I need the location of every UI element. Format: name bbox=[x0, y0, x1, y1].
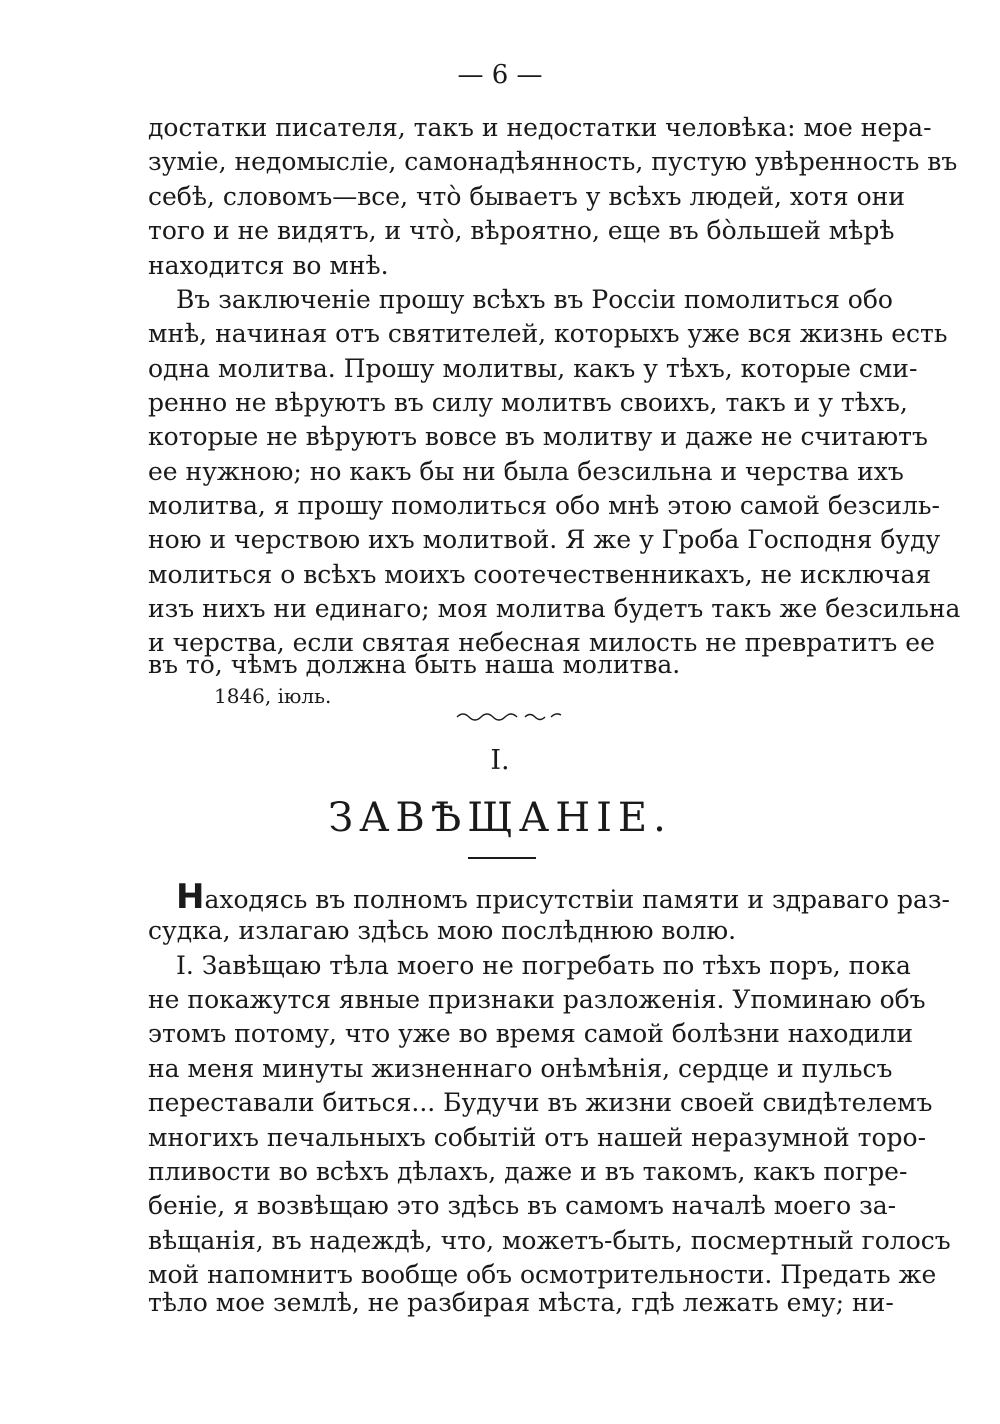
text-line: на меня минуты жизненнаго онѣмѣнія, сердце и пульсъ bbox=[148, 1054, 893, 1083]
text-line: мой напомнитъ вообще объ осмотрительности. Предать же bbox=[148, 1260, 937, 1289]
ornament-divider bbox=[455, 707, 565, 725]
text-line: находится во мнѣ. bbox=[148, 251, 389, 280]
page-number: — 6 — bbox=[457, 60, 543, 90]
text-line: мнѣ, начиная отъ святителей, которыхъ уже вся жизнь есть bbox=[148, 319, 948, 348]
text-line: ее нужною; но какъ бы ни была безсильна и черства ихъ bbox=[148, 457, 904, 486]
text-line: пливости во всѣхъ дѣлахъ, даже и въ такомъ, какъ погре- bbox=[148, 1157, 908, 1186]
text-line: переставали биться... Будучи въ жизни своей свидѣтелемъ bbox=[148, 1088, 933, 1117]
text-line: этомъ потому, что уже во время самой болѣзни находили bbox=[148, 1019, 914, 1048]
text-line bbox=[176, 877, 951, 917]
text-line: не покажутся явные признаки разложенія. Упоминаю объ bbox=[148, 985, 926, 1014]
text-line: молитва, я прошу помолиться обо мнѣ этою самой безсиль- bbox=[148, 491, 940, 520]
section-numeral: I. bbox=[490, 745, 510, 776]
text-line: которые не вѣруютъ вовсе въ молитву и даже не считаютъ bbox=[148, 422, 928, 451]
text-line: ренно не вѣруютъ въ силу молитвъ своихъ, такъ и у тѣхъ, bbox=[148, 388, 908, 417]
text-line: себѣ, словомъ—все, что̀ бываетъ у всѣхъ людей, хотя они bbox=[148, 182, 905, 211]
text-line-rest: аходясь въ полномъ присутствіи памяти и здраваго раз- bbox=[204, 885, 951, 914]
text-line: въ то, чѣмъ должна быть наша молитва. bbox=[148, 650, 681, 679]
text-line: молиться о всѣхъ моихъ соотечественникахъ, не исключая bbox=[148, 560, 932, 589]
text-line: и черства, если святая небесная милость не превратитъ ее bbox=[148, 628, 935, 657]
text-line: I. Завѣщаю тѣла моего не погребать по тѣхъ поръ, пока bbox=[176, 951, 911, 980]
text-line: многихъ печальныхъ событій отъ нашей неразумной торо- bbox=[148, 1123, 927, 1152]
text-line: изъ нихъ ни единаго; моя молитва будетъ такъ же безсильна bbox=[148, 594, 961, 623]
section-title: ЗАВѢЩАНІЕ. bbox=[328, 795, 672, 841]
title-rule bbox=[468, 857, 536, 859]
text-line: одна молитва. Прошу молитвы, какъ у тѣхъ, которые сми- bbox=[148, 354, 918, 383]
text-line: тѣло мое землѣ, не разбирая мѣста, гдѣ лежать ему; ни- bbox=[148, 1288, 894, 1317]
text-line: судка, излагаю здѣсь мою послѣднюю волю. bbox=[148, 916, 737, 945]
text-line: зуміе, недомысліе, самонадѣянность, пустую увѣренность въ bbox=[148, 147, 958, 176]
text-line: того и не видятъ, и что̀, вѣроятно, еще въ бо̀льшей мѣрѣ bbox=[148, 216, 895, 245]
drop-cap: Н bbox=[176, 877, 205, 917]
text-line: ною и черствою ихъ молитвой. Я же у Гроба Господня буду bbox=[148, 525, 941, 554]
date-line: 1846, іюль. bbox=[214, 684, 332, 708]
text-line: Въ заключеніе прошу всѣхъ въ Россіи помолиться обо bbox=[176, 285, 893, 314]
text-line: достатки писателя, такъ и недостатки человѣка: мое нера- bbox=[148, 113, 932, 142]
text-line: вѣщанія, въ надеждѣ, что, можетъ-быть, посмертный голосъ bbox=[148, 1226, 951, 1255]
text-line: беніе, я возвѣщаю это здѣсь въ самомъ началѣ моего за- bbox=[148, 1191, 897, 1220]
